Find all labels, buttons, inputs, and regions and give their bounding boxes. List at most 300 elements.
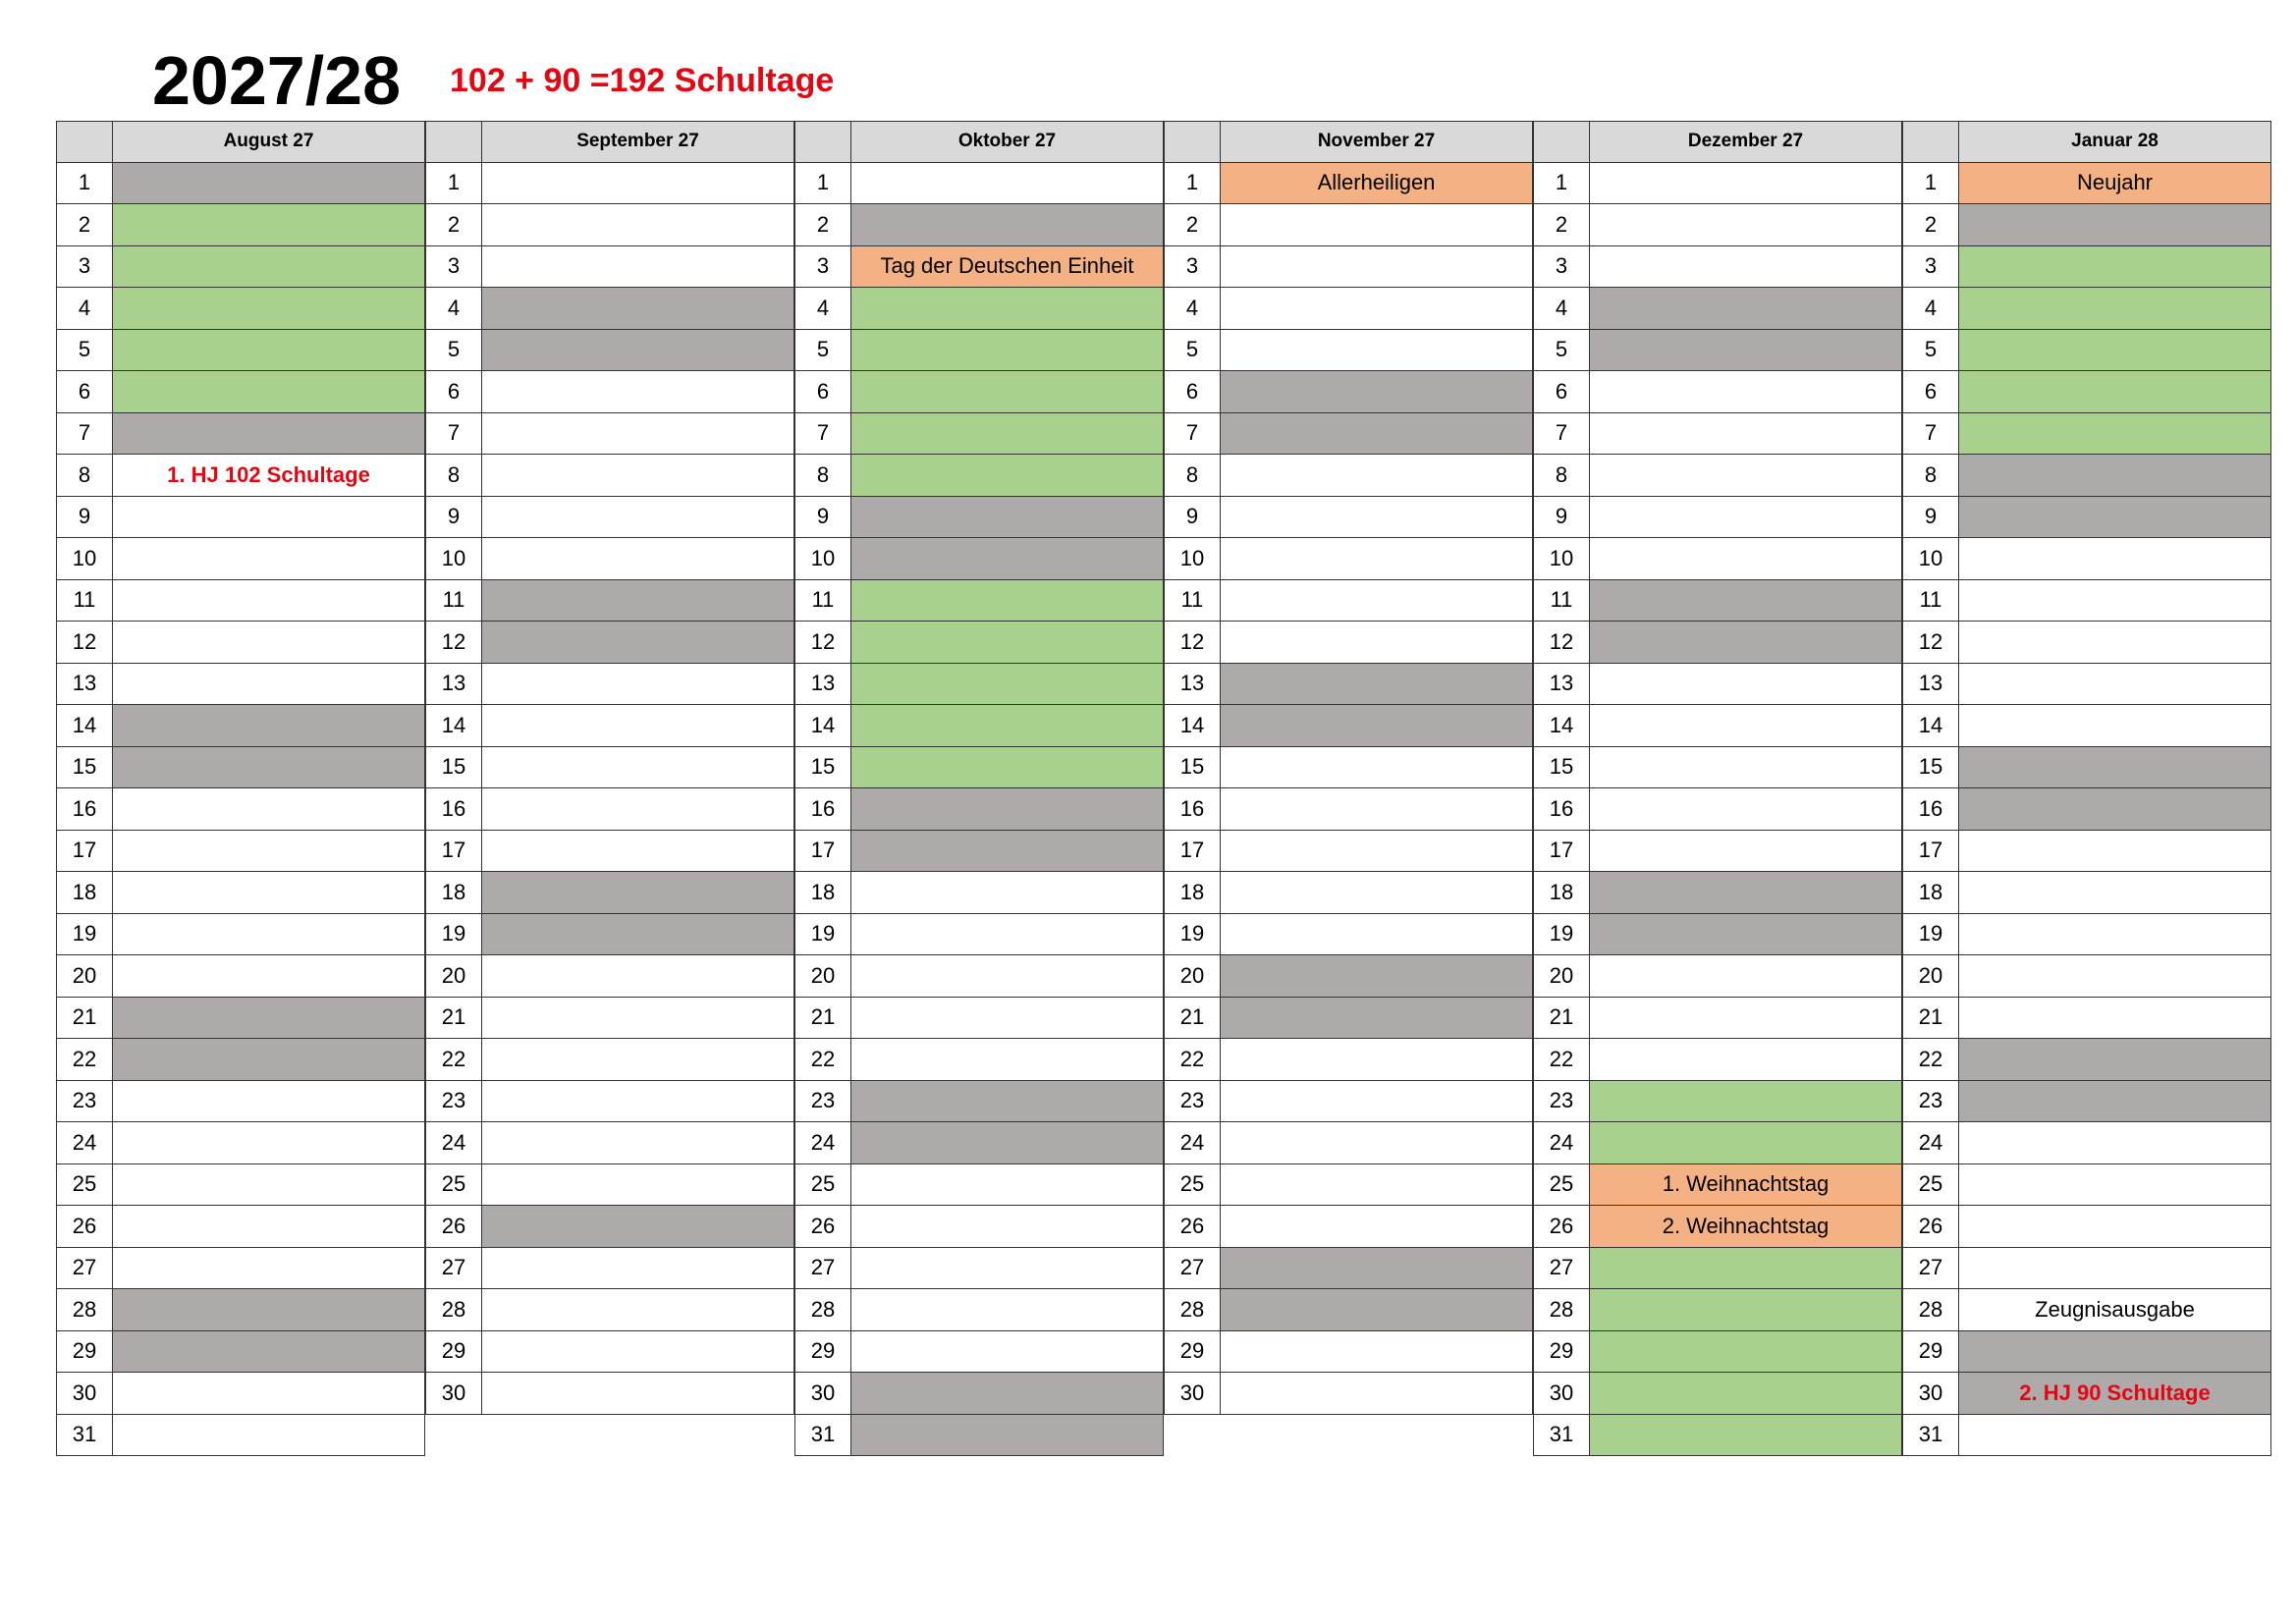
day-number: 5 [1164, 330, 1221, 372]
day-entry [113, 1081, 425, 1123]
day-entry [1959, 204, 2271, 246]
day-number: 14 [425, 705, 482, 747]
day-entry [1590, 664, 1902, 706]
day-entry [851, 998, 1164, 1040]
day-row [794, 1289, 1164, 1331]
day-row [1533, 330, 1902, 372]
day-number: 5 [56, 330, 113, 372]
day-row [56, 747, 425, 789]
day-number: 13 [425, 664, 482, 706]
day-number: 4 [56, 288, 113, 330]
day-entry [1959, 747, 2271, 789]
month-column [794, 121, 1164, 1456]
day-row [1533, 788, 1902, 831]
day-row [1164, 1081, 1533, 1123]
day-entry [1590, 1081, 1902, 1123]
day-row [425, 538, 794, 580]
day-row [56, 955, 425, 998]
day-row [794, 747, 1164, 789]
day-entry [113, 998, 425, 1040]
day-number: 28 [1902, 1289, 1959, 1331]
day-entry [851, 747, 1164, 789]
day-number: 15 [1902, 747, 1959, 789]
day-number: 3 [1533, 246, 1590, 289]
day-number: 16 [425, 788, 482, 831]
day-number: 7 [1902, 413, 1959, 456]
day-number: 19 [1164, 914, 1221, 956]
day-row [1533, 1289, 1902, 1331]
month-name: Dezember 27 [1590, 121, 1902, 163]
day-number: 8 [1902, 455, 1959, 497]
day-number: 29 [1533, 1331, 1590, 1374]
day-row [1902, 705, 2271, 747]
day-number: 7 [1164, 413, 1221, 456]
day-row [1902, 1206, 2271, 1248]
day-entry [482, 1081, 794, 1123]
day-entry [482, 622, 794, 664]
day-row [1164, 1248, 1533, 1290]
day-entry [482, 371, 794, 413]
day-row [1902, 1039, 2271, 1081]
month-header-row [56, 121, 425, 163]
day-number: 29 [794, 1331, 851, 1374]
day-number: 27 [56, 1248, 113, 1290]
day-row [425, 288, 794, 330]
day-row [1533, 747, 1902, 789]
day-entry [113, 204, 425, 246]
day-entry [482, 330, 794, 372]
day-row [1164, 747, 1533, 789]
day-number: 22 [56, 1039, 113, 1081]
month-header-row [1164, 121, 1533, 163]
day-entry [1590, 1248, 1902, 1290]
day-number: 3 [1902, 246, 1959, 289]
day-number: 29 [425, 1331, 482, 1374]
day-entry [1221, 1331, 1533, 1374]
day-entry [482, 1373, 794, 1415]
day-entry [113, 1039, 425, 1081]
day-number: 20 [56, 955, 113, 998]
day-number: 12 [1164, 622, 1221, 664]
day-number: 22 [425, 1039, 482, 1081]
day-row [1533, 1206, 1902, 1248]
day-number: 26 [794, 1206, 851, 1248]
day-row [1164, 872, 1533, 914]
day-row [56, 497, 425, 539]
day-number: 14 [56, 705, 113, 747]
day-row [1164, 163, 1533, 205]
day-number: 26 [425, 1206, 482, 1248]
day-row [425, 1331, 794, 1374]
day-row [1533, 413, 1902, 456]
day-entry [1590, 747, 1902, 789]
day-row [794, 705, 1164, 747]
day-row [56, 1122, 425, 1164]
day-row [56, 1164, 425, 1207]
day-number: 1 [794, 163, 851, 205]
day-entry-label: 1. HJ 102 Schultage [113, 455, 425, 497]
day-row [1902, 914, 2271, 956]
day-row [1164, 914, 1533, 956]
day-number: 31 [794, 1415, 851, 1457]
month-column [1902, 121, 2271, 1456]
day-number: 6 [1533, 371, 1590, 413]
day-entry [113, 1122, 425, 1164]
day-number: 15 [794, 747, 851, 789]
day-entry [851, 538, 1164, 580]
day-number: 27 [1902, 1248, 1959, 1290]
day-row [1902, 163, 2271, 205]
day-entry [482, 288, 794, 330]
day-number: 5 [425, 330, 482, 372]
day-entry-label: Zeugnisausgabe [1959, 1289, 2271, 1331]
day-entry [1959, 538, 2271, 580]
day-entry [1959, 330, 2271, 372]
day-number: 30 [1533, 1373, 1590, 1415]
day-entry [1221, 914, 1533, 956]
day-entry [851, 371, 1164, 413]
day-row [1533, 455, 1902, 497]
day-row [794, 455, 1164, 497]
day-entry [851, 1039, 1164, 1081]
day-entry [113, 1373, 425, 1415]
day-entry [1221, 705, 1533, 747]
day-entry [1221, 455, 1533, 497]
day-number: 17 [425, 831, 482, 873]
day-entry [482, 204, 794, 246]
day-entry [851, 1248, 1164, 1290]
day-entry [851, 1415, 1164, 1457]
day-entry [113, 1331, 425, 1374]
day-entry [1959, 955, 2271, 998]
day-number: 16 [1164, 788, 1221, 831]
day-entry [1959, 872, 2271, 914]
day-row [1533, 831, 1902, 873]
day-number: 2 [1164, 204, 1221, 246]
day-entry [1221, 872, 1533, 914]
day-row [56, 872, 425, 914]
day-number: 15 [425, 747, 482, 789]
day-row [56, 1289, 425, 1331]
day-entry-label: 2. HJ 90 Schultage [1959, 1373, 2271, 1415]
day-row [1164, 705, 1533, 747]
day-row [1164, 998, 1533, 1040]
day-number: 6 [425, 371, 482, 413]
day-entry-label: Tag der Deutschen Einheit [851, 246, 1164, 289]
month-name: Januar 28 [1959, 121, 2271, 163]
day-entry [851, 1331, 1164, 1374]
day-row [1902, 1415, 2271, 1457]
day-number: 3 [425, 246, 482, 289]
day-entry [113, 371, 425, 413]
day-number: 28 [56, 1289, 113, 1331]
day-entry [113, 1164, 425, 1207]
day-number: 23 [1902, 1081, 1959, 1123]
day-row [1902, 246, 2271, 289]
day-number: 27 [794, 1248, 851, 1290]
day-row [56, 204, 425, 246]
day-entry [1221, 371, 1533, 413]
day-row [1902, 330, 2271, 372]
day-entry [851, 622, 1164, 664]
day-number: 11 [1902, 580, 1959, 622]
day-number: 27 [1533, 1248, 1590, 1290]
day-row [56, 705, 425, 747]
day-entry [1221, 1081, 1533, 1123]
day-row [1533, 538, 1902, 580]
day-number: 20 [425, 955, 482, 998]
day-row [425, 1164, 794, 1207]
day-entry [1221, 831, 1533, 873]
day-number: 8 [425, 455, 482, 497]
day-entry [1590, 1289, 1902, 1331]
day-number: 13 [1533, 664, 1590, 706]
day-row [794, 1373, 1164, 1415]
day-number-header [1902, 121, 1959, 163]
day-entry [1959, 455, 2271, 497]
day-row [1164, 955, 1533, 998]
day-row [1902, 497, 2271, 539]
day-row [1533, 664, 1902, 706]
day-number: 10 [794, 538, 851, 580]
day-entry [1959, 1206, 2271, 1248]
day-number: 2 [1533, 204, 1590, 246]
day-row [1533, 1373, 1902, 1415]
day-row [1902, 204, 2271, 246]
day-number: 6 [1902, 371, 1959, 413]
day-number: 2 [794, 204, 851, 246]
day-number: 12 [794, 622, 851, 664]
day-row [1164, 288, 1533, 330]
day-entry [482, 538, 794, 580]
day-row [1533, 204, 1902, 246]
day-row [794, 664, 1164, 706]
day-row [1902, 1122, 2271, 1164]
day-row [425, 1248, 794, 1290]
day-entry [1590, 914, 1902, 956]
day-number: 26 [1533, 1206, 1590, 1248]
day-row [1533, 1248, 1902, 1290]
day-row [56, 246, 425, 289]
day-number: 26 [1902, 1206, 1959, 1248]
day-number: 24 [56, 1122, 113, 1164]
day-number: 1 [1902, 163, 1959, 205]
day-row [425, 872, 794, 914]
day-number: 1 [56, 163, 113, 205]
day-entry [1959, 413, 2271, 456]
day-number: 11 [1533, 580, 1590, 622]
day-entry [851, 204, 1164, 246]
day-entry [482, 497, 794, 539]
month-column [1164, 121, 1533, 1456]
day-row [56, 580, 425, 622]
day-row [1533, 998, 1902, 1040]
day-entry [482, 580, 794, 622]
day-number: 12 [56, 622, 113, 664]
day-entry [1959, 831, 2271, 873]
day-number: 16 [1902, 788, 1959, 831]
day-number: 31 [56, 1415, 113, 1457]
day-number: 7 [794, 413, 851, 456]
day-number: 24 [1902, 1122, 1959, 1164]
day-number-header [1533, 121, 1590, 163]
day-entry [482, 1331, 794, 1374]
day-entry [1959, 705, 2271, 747]
day-number: 23 [794, 1081, 851, 1123]
day-row [1902, 288, 2271, 330]
day-row [425, 622, 794, 664]
day-number: 5 [1902, 330, 1959, 372]
day-row [794, 1122, 1164, 1164]
day-number: 10 [1164, 538, 1221, 580]
day-entry [482, 1206, 794, 1248]
day-row [1533, 371, 1902, 413]
day-row [794, 1331, 1164, 1374]
day-entry [851, 831, 1164, 873]
day-number: 10 [425, 538, 482, 580]
day-entry [482, 747, 794, 789]
day-number: 30 [425, 1373, 482, 1415]
day-entry [113, 1206, 425, 1248]
day-number: 19 [425, 914, 482, 956]
day-number: 20 [1533, 955, 1590, 998]
day-number-header [425, 121, 482, 163]
day-number: 27 [425, 1248, 482, 1290]
day-entry [1590, 538, 1902, 580]
school-days-summary: 102 + 90 =192 Schultage [450, 62, 835, 99]
day-number: 12 [1533, 622, 1590, 664]
day-number: 16 [1533, 788, 1590, 831]
day-entry [1221, 330, 1533, 372]
day-entry [851, 413, 1164, 456]
day-number: 18 [1164, 872, 1221, 914]
day-number: 15 [56, 747, 113, 789]
day-number: 25 [425, 1164, 482, 1207]
day-number: 2 [1902, 204, 1959, 246]
day-row [794, 246, 1164, 289]
day-entry [1221, 246, 1533, 289]
day-number: 13 [794, 664, 851, 706]
day-row [1533, 497, 1902, 539]
day-entry [1959, 998, 2271, 1040]
day-number: 19 [794, 914, 851, 956]
day-entry [1221, 538, 1533, 580]
day-entry [851, 664, 1164, 706]
day-number: 22 [1902, 1039, 1959, 1081]
day-row [56, 664, 425, 706]
day-entry [113, 747, 425, 789]
day-number: 29 [1164, 1331, 1221, 1374]
day-number: 21 [1533, 998, 1590, 1040]
month-column [425, 121, 794, 1456]
day-entry [1959, 1122, 2271, 1164]
day-row [794, 998, 1164, 1040]
day-entry [113, 872, 425, 914]
day-row [1902, 1331, 2271, 1374]
day-entry [482, 664, 794, 706]
day-number: 20 [1902, 955, 1959, 998]
day-entry [851, 580, 1164, 622]
day-number: 28 [425, 1289, 482, 1331]
day-row [1164, 246, 1533, 289]
day-row [1164, 455, 1533, 497]
day-number: 22 [1164, 1039, 1221, 1081]
day-number: 18 [1902, 872, 1959, 914]
day-entry [1959, 580, 2271, 622]
day-row [1164, 1206, 1533, 1248]
day-row [56, 998, 425, 1040]
day-entry [1590, 288, 1902, 330]
day-row [794, 580, 1164, 622]
day-number: 9 [425, 497, 482, 539]
month-header-row [425, 121, 794, 163]
day-entry [1221, 1122, 1533, 1164]
day-number: 22 [1533, 1039, 1590, 1081]
day-entry [1959, 1415, 2271, 1457]
day-number: 14 [794, 705, 851, 747]
day-number: 19 [1533, 914, 1590, 956]
day-number: 17 [56, 831, 113, 873]
day-entry [1959, 1331, 2271, 1374]
day-row [1902, 1248, 2271, 1290]
day-row [1164, 831, 1533, 873]
day-row [1902, 747, 2271, 789]
day-row [1902, 664, 2271, 706]
day-number-header [794, 121, 851, 163]
day-entry [482, 1289, 794, 1331]
day-number: 11 [1164, 580, 1221, 622]
day-number: 29 [56, 1331, 113, 1374]
day-number: 11 [56, 580, 113, 622]
day-number: 24 [794, 1122, 851, 1164]
day-row [425, 580, 794, 622]
day-row [56, 1331, 425, 1374]
day-number: 6 [1164, 371, 1221, 413]
day-number: 4 [425, 288, 482, 330]
day-row [56, 1415, 425, 1457]
day-row [1902, 831, 2271, 873]
day-row [794, 955, 1164, 998]
day-entry [482, 914, 794, 956]
day-entry [113, 288, 425, 330]
day-number: 23 [425, 1081, 482, 1123]
day-entry [851, 330, 1164, 372]
day-row [56, 831, 425, 873]
day-entry [113, 831, 425, 873]
day-row [1533, 955, 1902, 998]
day-entry [482, 1248, 794, 1290]
day-number: 28 [1533, 1289, 1590, 1331]
day-number: 30 [794, 1373, 851, 1415]
day-entry [1590, 371, 1902, 413]
day-row [425, 998, 794, 1040]
day-number: 20 [794, 955, 851, 998]
day-row [56, 788, 425, 831]
day-entry [113, 497, 425, 539]
day-row [1533, 1039, 1902, 1081]
day-entry [851, 914, 1164, 956]
day-entry [113, 1415, 425, 1457]
day-row [794, 163, 1164, 205]
day-entry [1221, 664, 1533, 706]
day-number: 12 [425, 622, 482, 664]
day-entry [1590, 872, 1902, 914]
day-entry [851, 872, 1164, 914]
day-entry [851, 497, 1164, 539]
day-row [425, 204, 794, 246]
day-row [1164, 1331, 1533, 1374]
day-entry [1959, 246, 2271, 289]
